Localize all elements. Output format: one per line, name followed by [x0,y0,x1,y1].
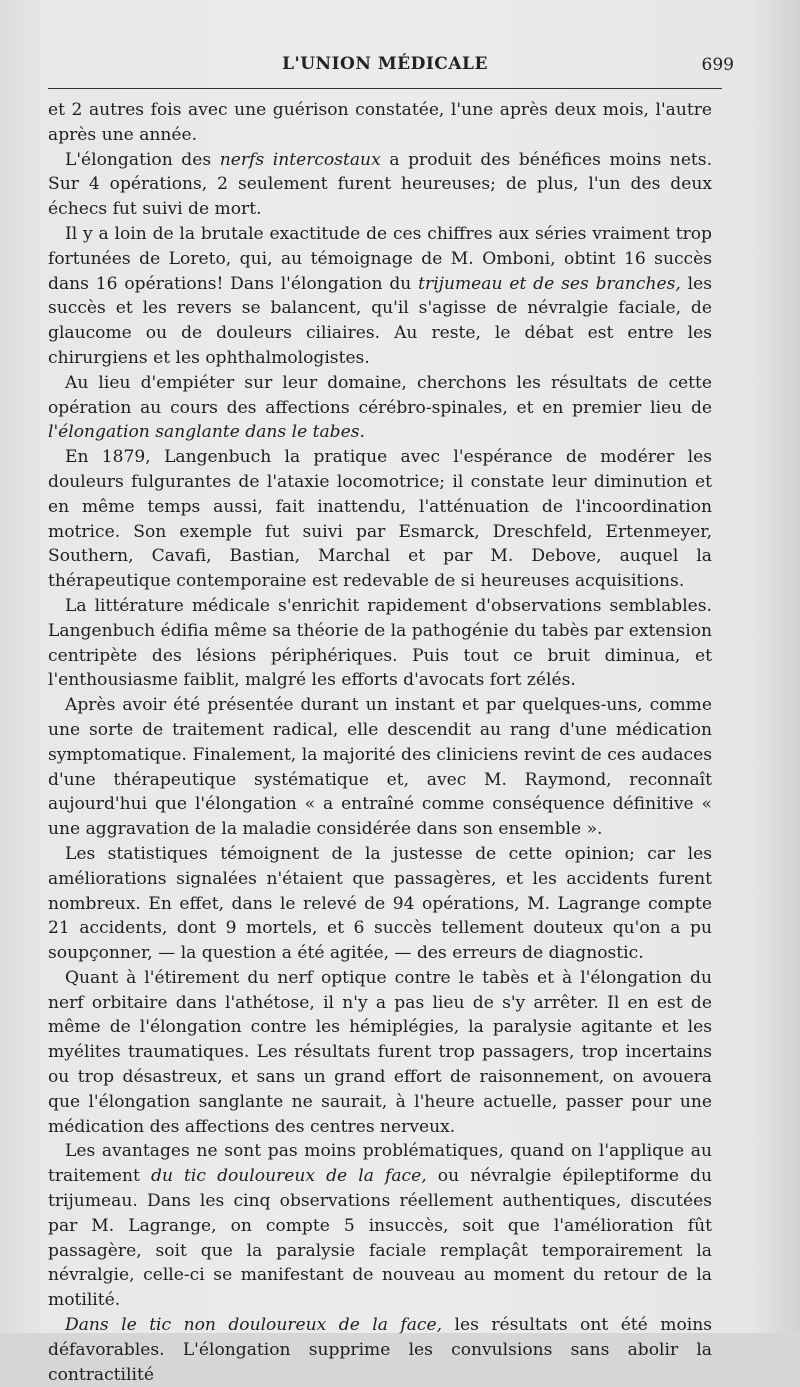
italic-text: l'élongation sanglante dans le tabes. [48,422,365,443]
body-text [48,98,712,1387]
text-run: L'élongation des [65,149,220,170]
text-run: La littérature médicale s'enrichit rapidement d'observations semblables. Langenbuch édifia même sa théorie de la pathogénie du tabès par extension centripète des lésions périphériques. Puis tout ce bruit diminua, et l'enthousiasme faiblit, malgré les efforts d'avocats fort zélés. [48,595,712,691]
italic-text: trijumeau et de ses branches, [418,273,681,294]
italic-text: nerfs intercostaux [219,149,381,170]
text-run: et 2 autres fois avec une guérison constatée, l'une après deux mois, l'autre après une année. [48,100,712,145]
text-run: Quant à l'étirement du nerf optique contre le tabès et à l'élongation du nerf orbitaire dans l'athétose, il n'y a pas lieu de s'y arrêter. Il en est de même de l'élongation contre les hémiplégies, la paralysie agitante et les myélites traumatiques. Les résultats furent trop passagers, trop incertains ou trop désastreux, et sans un grand effort de raisonnement, on avouera que l'élongation sanglante ne saurait, à l'heure actuelle, passer pour une médication des affections des centres nerveux. [48,967,712,1137]
paragraph [48,1313,712,1387]
text-run: a produit des bénéfices moins nets. Sur 4 opérations, 2 seulement furent heureuses; de plus, l'un des deux échecs fut suivi de mort. [48,149,713,220]
page-header [48,52,734,86]
text-run: les succès et les revers se balancent, qu'il s'agisse de névralgie faciale, de glaucome ou de douleurs ciliaires. Au reste, le débat est entre les chirurgiens et les ophthalmologistes. [48,273,712,368]
paragraph [48,966,712,1140]
page-number: 699 [701,55,734,75]
text-run: les résultats ont été moins défavorables. L'élongation supprime les convulsions sans abolir la contractilité [48,1315,713,1385]
paragraph [48,148,712,222]
running-title: L'UNION MÉDICALE [282,54,488,74]
text-run: Les avantages ne sont pas moins problématiques, quand on l'applique au traitement [48,1141,712,1187]
paragraph [48,842,712,966]
text-run: En 1879, Langenbuch la pratique avec l'espérance de modérer les douleurs fulgurantes de l'ataxie locomotrice; il constate leur diminution et en même temps aussi, fait inattendu, l'atténuation de l'incoordination motrice. Son exemple fut suivi par Esmarck, Dreschfeld, Ertenmeyer, Southern, Cavafi, Bastian, Marchal et par M. Debove, auquel la thérapeutique contemporaine est redevable de si heureuses acquisitions. [48,447,712,592]
italic-text: Dans le tic non douloureux de la face, [65,1315,443,1336]
text-run: Au lieu d'empiéter sur leur domaine, cherchons les résultats de cette opération au cours des affections cérébro-spinales, et en premier lieu de [48,372,712,418]
paragraph [48,98,712,148]
text-run: Les statistiques témoignent de la justesse de cette opinion; car les améliorations signalées n'étaient que passagères, et les accidents furent nombreux. En effet, dans le relevé de 94 opérations, M. Lagrange compte 21 accidents, dont 9 mortels, et 6 succès tellement douteux qu'on a pu soupçonner, — la question a été agitée, — des erreurs de diagnostic. [48,843,712,964]
paragraph [48,445,712,594]
text-run: Il y a loin de la brutale exactitude de ces chiffres aux séries vraiment trop fortunées de Loreto, qui, au témoignage de M. Omboni, obtint 16 succès dans 16 opérations! Dans l'élongation du [48,223,712,294]
text-run: ou névralgie épileptiforme du trijumeau. Dans les cinq observations réellement authentiques, discutées par M. Lagrange, on compte 5 insuccès, soit que l'amélioration fût passagère, soit que la paralysie faciale remplaçât temporairement la névralgie, celle-ci se manifestant de nouveau au moment du retour de la motilité. [48,1166,712,1311]
paragraph [48,222,712,371]
paragraph [48,1139,712,1313]
text-run: Après avoir été présentée durant un instant et par quelques-uns, comme une sorte de traitement radical, elle descendit au rang d'une médication symptomatique. Finalement, la majorité des cliniciens revint de ces audaces d'une thérapeutique systématique et, avec M. Raymond, reconnaît aujourd'hui que l'élongation « a entraîné comme conséquence définitive « une aggravation de la maladie considérée dans son ensemble ». [48,695,712,840]
italic-text: du tic douloureux de la face, [151,1166,427,1187]
paragraph [48,371,712,445]
header-rule [48,88,722,89]
paragraph [48,693,712,842]
paragraph [48,594,712,693]
